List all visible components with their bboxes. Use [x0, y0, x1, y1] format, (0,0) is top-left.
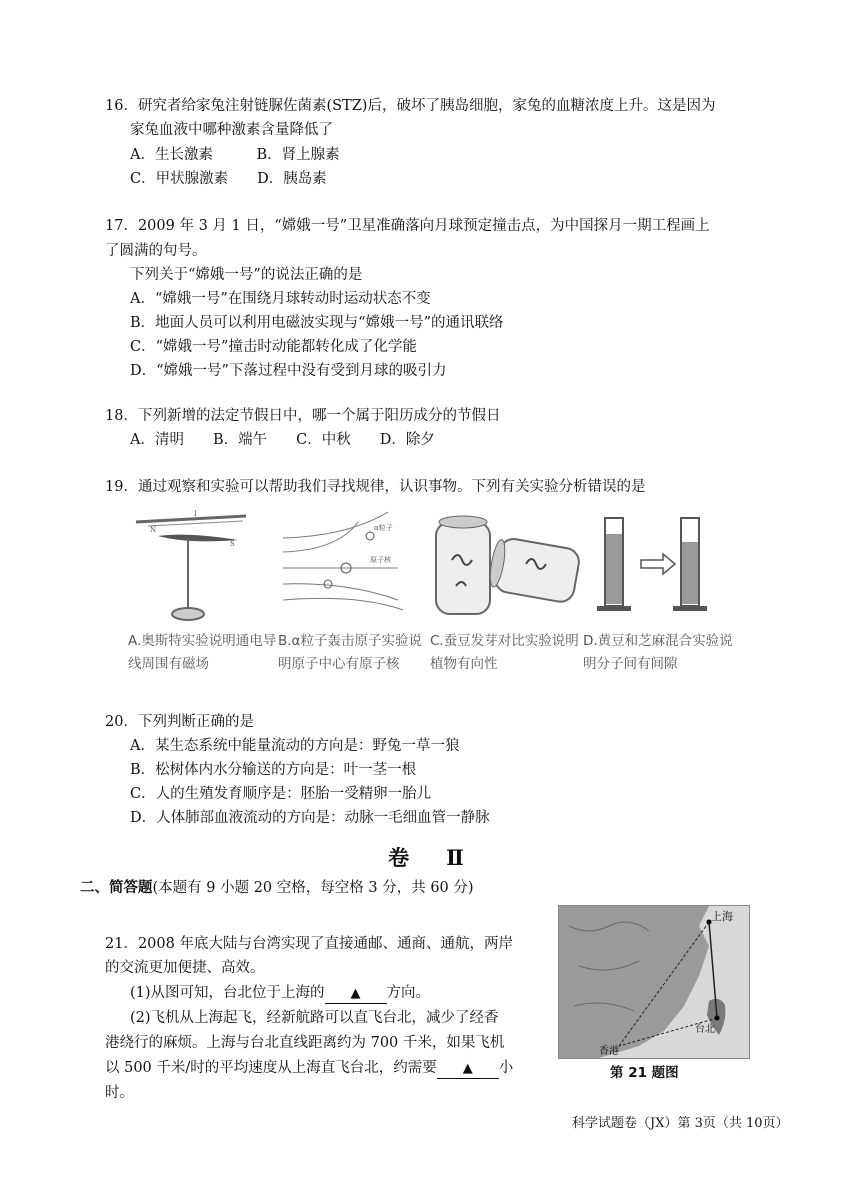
map-icon	[559, 906, 749, 1058]
section2-heading-detail: (本题有 9 小题 20 空格，每空格 3 分，共 60 分)	[152, 880, 474, 896]
caption-d: D.黄豆和芝麻混合实验说明分子间有间隙	[583, 633, 733, 672]
caption-a: A.奥斯特实验说明通电导线周围有磁场	[128, 633, 277, 672]
q21-part2-line3-before: 以 500 千米/时的平均速度从上海直飞台北，约需要	[105, 1060, 437, 1076]
q20-option-d: D．人体肺部血液流动的方向是：动脉一毛细血管一静脉	[130, 810, 490, 826]
q21-part1	[130, 983, 430, 1004]
q21-stem-line2: 的交流更加便捷、高效。	[105, 960, 265, 976]
cylinders-icon	[583, 510, 733, 630]
section2-heading-label: 二、简答题	[80, 879, 153, 896]
q21-part2-line3-after: 小	[498, 1060, 514, 1076]
map-caption: 第 21 题图	[610, 1065, 679, 1081]
volume-title: 卷 Ⅱ	[388, 845, 472, 870]
blank-marker-icon: ▲	[462, 1061, 473, 1076]
q16-stem-line2: 家兔血液中哪种激素含量降低了	[130, 122, 333, 138]
q21-part1-after: 方向。	[386, 985, 431, 1001]
bean-jars-icon	[430, 510, 580, 630]
blank-marker-icon: ▲	[350, 986, 361, 1001]
q16-options-line2: C．甲状腺激素 D．胰岛素	[130, 171, 327, 187]
q17-option-b: B．地面人员可以利用电磁波实现与“嫦娥一号”的通讯联络	[130, 315, 504, 331]
q21-part2-line1: (2)飞机从上海起飞，经新航路可以直飞台北，减少了经香	[130, 1010, 499, 1026]
q17-stem-line2: 了圆满的句号。	[105, 243, 207, 259]
current-label: I	[194, 510, 197, 518]
q20-stem: 20．下列判断正确的是	[105, 714, 254, 730]
nucleus-label: 原子核	[370, 556, 391, 564]
q16-stem-line1: 16．研究者给家兔注射链脲佐菌素(STZ)后，破坏了胰岛细胞，家兔的血糖浓度上升。这是因为	[105, 98, 716, 114]
q17-option-d: D．“嫦娥一号”下落过程中没有受到月球的吸引力	[130, 363, 447, 379]
q21-map	[558, 905, 750, 1059]
q19-figures	[128, 510, 733, 700]
north-pole-label: N	[150, 526, 157, 534]
fig-bean-jars	[430, 510, 580, 700]
page-footer: 科学试题卷（JX）第 3页（共 10页）	[572, 1116, 789, 1131]
map-hongkong-label: 香港	[599, 1046, 619, 1057]
fig-cylinders	[583, 510, 733, 700]
south-pole-label: S	[230, 540, 235, 548]
q17-stem-line1: 17．2009 年 3 月 1 日，“嫦娥一号”卫星准确落向月球预定撞击点，为中国探月一期工程画上	[105, 218, 710, 234]
q17-option-c: C．“嫦娥一号”撞击时动能都转化成了化学能	[130, 339, 417, 355]
q21-part2-line3	[105, 1058, 513, 1079]
alpha-scattering-icon	[278, 510, 428, 630]
q20-option-c: C．人的生殖发育顺序是：胚胎一受精卵一胎儿	[130, 786, 432, 802]
q20-option-a: A．某生态系统中能量流动的方向是：野兔一草一狼	[130, 738, 460, 754]
map-shanghai-label: 上海	[711, 910, 733, 923]
q21-part1-before: (1)从图可知，台北位于上海的	[130, 985, 325, 1001]
fig-alpha	[278, 510, 428, 700]
answer-blank-1[interactable]	[325, 984, 387, 1004]
caption-c: C.蚕豆发芽对比实验说明植物有向性	[430, 633, 579, 672]
q18-stem: 18．下列新增的法定节假日中，哪一个属于阳历成分的节假日	[105, 408, 501, 424]
q17-stem-line3: 下列关于“嫦娥一号”的说法正确的是	[130, 267, 363, 283]
fig-oersted	[128, 510, 278, 700]
q21-part2-line4: 时。	[105, 1085, 134, 1101]
map-taipei-label: 台北	[695, 1024, 715, 1035]
caption-b: B.α粒子轰击原子实验说明原子中心有原子核	[278, 633, 422, 672]
alpha-label: α粒子	[374, 524, 393, 532]
q17-option-a: A．“嫦娥一号”在围绕月球转动时运动状态不变	[130, 291, 431, 307]
q21-stem-line1: 21．2008 年底大陆与台湾实现了直接通邮、通商、通航，两岸	[105, 936, 513, 952]
q20-option-b: B．松树体内水分输送的方向是：叶一茎一根	[130, 762, 417, 778]
q18-options: A．清明 B．端午 C．中秋 D．除夕	[130, 432, 435, 448]
q19-stem: 19．通过观察和实验可以帮助我们寻找规律，认识事物。下列有关实验分析错误的是	[105, 479, 646, 495]
q21-part2-line2: 港绕行的麻烦。上海与台北直线距离约为 700 千米，如果飞机	[105, 1035, 505, 1051]
answer-blank-2[interactable]	[437, 1059, 499, 1079]
section2-heading	[80, 878, 474, 898]
q16-options-line1: A．生长激素 B．肾上腺素	[130, 147, 340, 163]
oersted-diagram-icon	[128, 510, 278, 630]
